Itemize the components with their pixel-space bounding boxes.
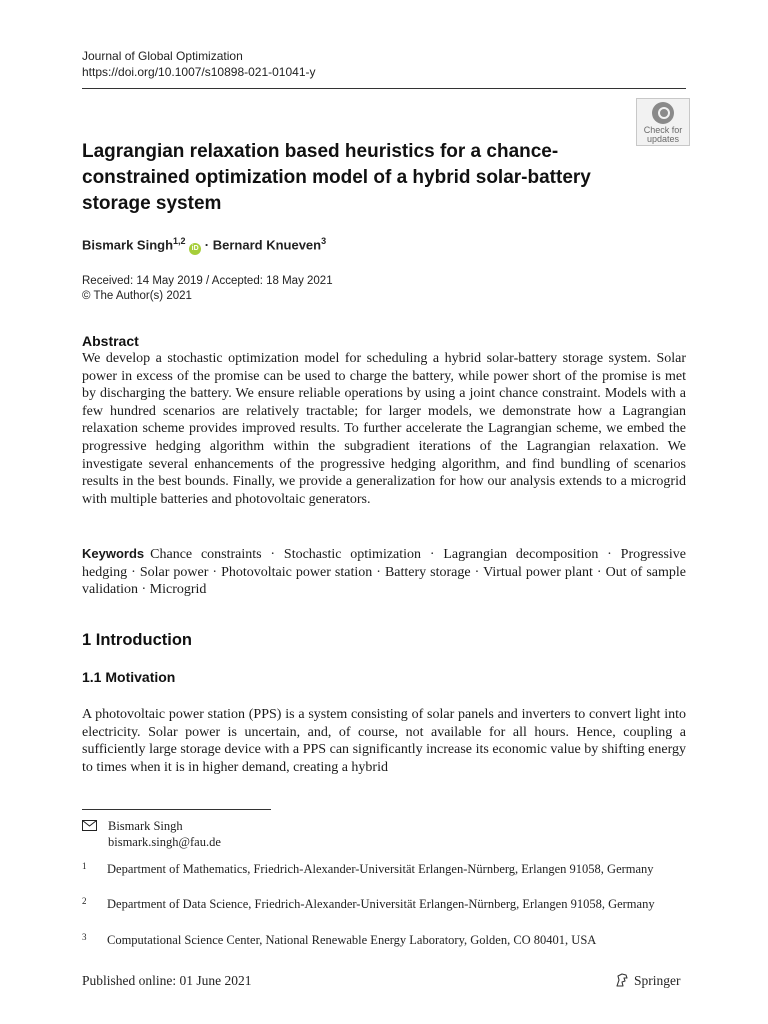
badge-line-2: updates: [646, 134, 680, 144]
check-for-updates-icon: [652, 102, 674, 124]
keywords-list: Chance constraints · Stochastic optimization · Lagrangian decomposition · Progressive hedging · Solar power · Photovoltaic power station · Battery storage · Virtual power plant · Out of sample validation · Microgrid: [82, 547, 686, 598]
springer-horse-icon: [614, 972, 630, 988]
published-online: Published online: 01 June 2021: [82, 973, 252, 988]
check-for-updates-badge[interactable]: [636, 98, 690, 146]
subsection-heading: 1.1 Motivation: [82, 669, 176, 685]
affiliation-number: 2: [82, 896, 87, 906]
author-name[interactable]: Bernard Knueven: [212, 237, 322, 253]
header-rule: [82, 88, 686, 89]
keywords-label: Keywords: [82, 546, 145, 561]
author-separator: ·: [201, 237, 213, 253]
copyright: © The Author(s) 2021: [82, 290, 192, 302]
badge-line-1: Check for: [643, 125, 683, 135]
journal-name: Journal of Global Optimization: [82, 49, 243, 63]
author-affiliation-marks: 3: [321, 236, 327, 246]
affiliation-text: Computational Science Center, National Renewable Energy Laboratory, Golden, CO 80401, USA: [107, 933, 597, 947]
author-name[interactable]: Bismark Singh: [82, 237, 174, 253]
abstract-heading: Abstract: [82, 333, 139, 349]
publisher-logo: [614, 972, 681, 989]
paper-title: Lagrangian relaxation based heuristics for a chance-constrained optimization model of a hybrid solar-battery storage system: [82, 141, 591, 214]
affiliation-text: Department of Mathematics, Friedrich-Alexander-Universität Erlangen-Nürnberg, Erlangen 91058, Germany: [107, 862, 654, 876]
envelope-icon: [82, 820, 97, 836]
body-paragraph: A photovoltaic power station (PPS) is a system consisting of solar panels and inverters to convert light into electricity. Solar power is uncertain, and, of course, not available for all hours. Hence, coupling a sufficiently large storage device with a PPS can significantly increase its economic value by shifting energy to times when it is in higher demand, creating a hybrid: [82, 707, 686, 775]
affiliation-text: Department of Data Science, Friedrich-Alexander-Universität Erlangen-Nürnberg, Erlangen 91058, Germany: [107, 897, 655, 911]
affiliation-number: 1: [82, 861, 87, 871]
keywords: [82, 545, 686, 599]
abstract-text: We develop a stochastic optimization model for scheduling a hybrid solar-battery storage system. Solar power in excess of the promise can be used to charge the battery, while power short of the promise is met by discharging the battery. We ensure reliable operations by using a joint chance constraint. Models with a few hundred scenarios are relatively tractable; for larger models, we demonstrate how a Lagrangian relaxation scheme provides improved results. To further accelerate the Lagrangian scheme, we embed the progressive hedging algorithm within the subgradient iterations of the Lagrangian relaxation. We investigate several enhancements of the progressive hedging algorithm, and find bundling of scenarios results in the best bounds. Finally, we provide a generalization for how our analysis extends to a microgrid with multiple batteries and photovoltaic generators.: [82, 351, 686, 507]
journal-header: [82, 48, 316, 80]
orcid-icon[interactable]: iD: [189, 243, 201, 255]
author-list: [82, 232, 326, 255]
footnote-rule: [82, 809, 271, 810]
doi-link[interactable]: https://doi.org/10.1007/s10898-021-01041-y: [82, 65, 316, 79]
affiliation-number: 3: [82, 932, 87, 942]
corresponding-name: Bismark Singh: [108, 819, 183, 833]
author-affiliation-marks: 1,2: [173, 236, 186, 246]
section-heading: 1 Introduction: [82, 631, 192, 649]
received-accepted: Received: 14 May 2019 / Accepted: 18 May 2021: [82, 275, 333, 287]
publisher-name: Springer: [634, 973, 681, 988]
article-dates: [82, 274, 333, 304]
corresponding-email[interactable]: bismark.singh@fau.de: [108, 834, 221, 849]
